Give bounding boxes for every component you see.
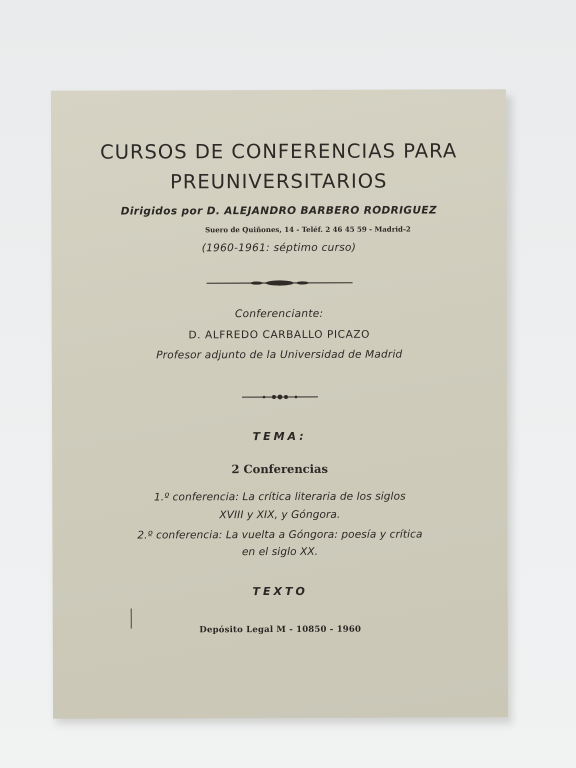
theme-heading: TEMA: bbox=[252, 429, 307, 444]
booklet-cover bbox=[51, 89, 508, 719]
lecturer-name: D. ALFREDO CARBALLO PICAZO bbox=[188, 328, 371, 342]
ornament-divider-top bbox=[52, 271, 507, 292]
legal-deposit: Depósito Legal M - 10850 - 1960 bbox=[199, 624, 362, 636]
title-line-2: PREUNIVERSITARIOS bbox=[170, 169, 388, 194]
ornament-divider-icon bbox=[204, 279, 354, 288]
lecturer-title: Profesor adjunto de la Universidad de Madrid bbox=[156, 348, 403, 362]
conference-1-line-2: XVIII y XIX, y Góngora. bbox=[219, 508, 341, 522]
title-line-1: CURSOS DE CONFERENCIAS PARA bbox=[100, 139, 458, 164]
text-heading: TEXTO bbox=[252, 584, 308, 599]
directed-by: Dirigidos por D. ALEJANDRO BARBERO RODRIGUEZ bbox=[120, 204, 437, 218]
conferences-count: 2 Conferencias bbox=[231, 461, 329, 477]
course-year: (1960-1961: séptimo curso) bbox=[201, 241, 357, 255]
conference-1-line-1: 1.º conferencia: La crítica literaria de los siglos bbox=[153, 490, 406, 504]
address-line: Suero de Quiñones, 14 - Teléf. 2 46 45 59 - Madrid-2 bbox=[205, 224, 411, 235]
ornament-divider-icon bbox=[239, 393, 319, 401]
conference-2-line-1: 2.º conferencia: La vuelta a Góngora: poesía y crítica bbox=[137, 528, 423, 542]
conference-2-line-2: en el siglo XX. bbox=[241, 545, 319, 559]
ornament-divider-middle bbox=[52, 385, 507, 406]
lecturer-label: Conferenciante: bbox=[234, 307, 324, 321]
